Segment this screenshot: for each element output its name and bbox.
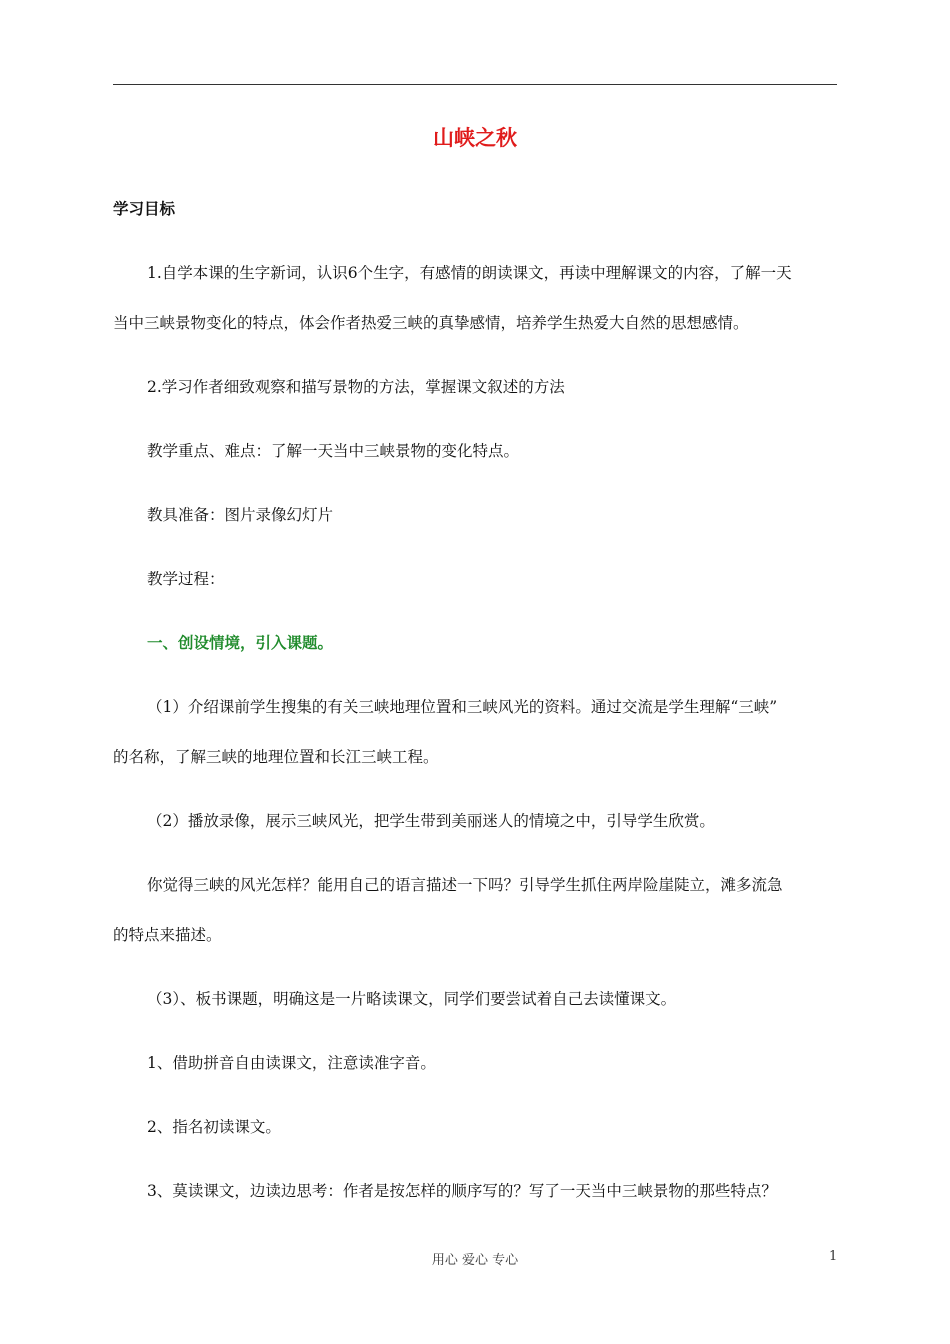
- paragraph-line: 当中三峡景物变化的特点，体会作者热爱三峡的真挚感情，培养学生热爱大自然的思想感情。: [113, 314, 749, 332]
- paragraph-line: 1、借助拼音自由读课文，注意读准字音。: [147, 1054, 436, 1072]
- footer-text: 用心 爱心 专心: [431, 1253, 519, 1268]
- paragraph-line: 你觉得三峡的风光怎样？能用自己的语言描述一下吗？引导学生抓住两岸险崖陡立，滩多流急: [147, 876, 783, 894]
- paragraph-line: 2.学习作者细致观察和描写景物的方法，掌握课文叙述的方法: [147, 378, 565, 396]
- paragraph-line: 教学过程：: [147, 570, 225, 588]
- paragraph-line: 的名称，了解三峡的地理位置和长江三峡工程。: [113, 748, 439, 766]
- page-number: 1: [829, 1249, 838, 1264]
- paragraph-line: 1.自学本课的生字新词，认识6个生字，有感情的朗读课文，再读中理解课文的内容，了解一天: [147, 264, 792, 282]
- header-rule: [113, 84, 837, 85]
- section-label-goals: 学习目标: [113, 199, 176, 218]
- paragraph-line: 3、莫读课文，边读边思考：作者是按怎样的顺序写的？写了一天当中三峡景物的那些特点？: [147, 1182, 777, 1200]
- paragraph-line: （2）播放录像，展示三峡风光，把学生带到美丽迷人的情境之中，引导学生欣赏。: [147, 812, 715, 830]
- paragraph-line: 的特点来描述。: [113, 926, 222, 944]
- paragraph-line: （1）介绍课前学生搜集的有关三峡地理位置和三峡风光的资料。通过交流是学生理解“三峡”: [147, 698, 778, 716]
- paragraph-line: 教学重点、难点：了解一天当中三峡景物的变化特点。: [147, 442, 520, 460]
- paragraph-line: 教具准备：图片录像幻灯片: [147, 506, 334, 524]
- page-title: 山峡之秋: [433, 125, 517, 150]
- paragraph-line: （3）、板书课题，明确这是一片略读课文，同学们要尝试着自己去读懂课文。: [147, 990, 677, 1008]
- section-heading: 一、创设情境，引入课题。: [147, 633, 334, 652]
- paragraph-line: 2、指名初读课文。: [147, 1118, 281, 1136]
